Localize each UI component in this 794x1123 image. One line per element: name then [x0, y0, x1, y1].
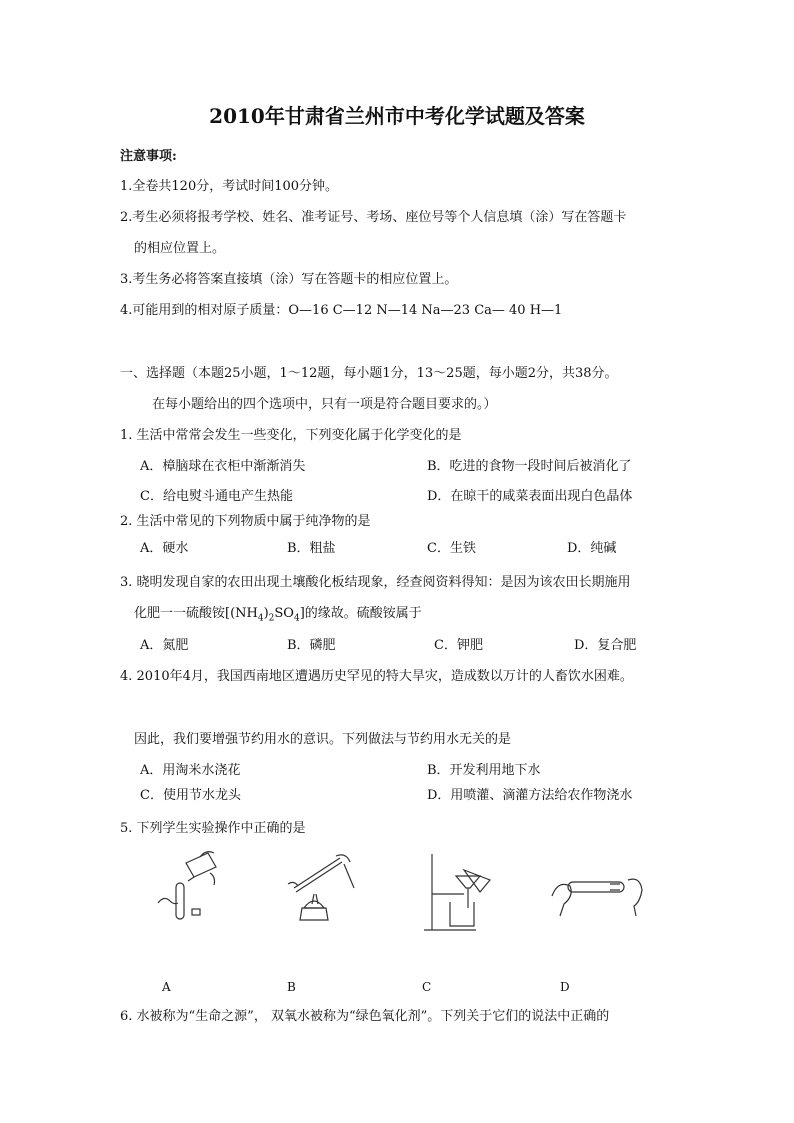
q3-option-b: B．磷肥 — [287, 638, 336, 653]
q1-option-c: C．给电熨斗通电产生热能 — [140, 489, 293, 504]
q2-option-c: C．生铁 — [427, 541, 476, 556]
figure-a-pouring-liquid — [150, 845, 230, 925]
figure-label-c: C — [422, 980, 432, 994]
section-header-cont: 在每小题给出的四个选项中，只有一项是符合题目要求的。） — [152, 397, 497, 412]
notice-item-4: 4.可能用到的相对原子质量：O—16 C—12 N—14 Na—23 Ca— 40 H—1 — [120, 303, 563, 318]
question-4-stem-cont: 因此，我们要增强节约用水的意识。下列做法与节约用水无关的是 — [134, 732, 512, 747]
q4-option-d: D．用喷灌、滴灌方法给农作物浇水 — [427, 788, 633, 803]
figure-c-filtration — [420, 852, 496, 934]
q3-option-d: D．复合肥 — [574, 638, 637, 653]
q2-option-b: B．粗盐 — [287, 541, 336, 556]
notice-item-3: 3.考生务必将答案直接填（涂）写在答题卡的相应位置上。 — [120, 272, 458, 287]
q1-option-a: A．樟脑球在衣柜中渐渐消失 — [140, 459, 306, 474]
q1-option-d: D．在晾干的咸菜表面出现白色晶体 — [427, 489, 633, 504]
figure-label-d: D — [560, 980, 570, 994]
q1-option-b: B．吃进的食物一段时间后被消化了 — [427, 459, 632, 474]
q3-option-a: A．氮肥 — [140, 638, 189, 653]
q4-option-c: C．使用节水龙头 — [140, 788, 241, 803]
question-2-stem: 2. 生活中常见的下列物质中属于纯净物的是 — [120, 514, 371, 529]
question-5-stem: 5. 下列学生实验操作中正确的是 — [120, 821, 306, 836]
q3-formula-part2: ) — [263, 606, 269, 621]
q3-formula-part1: 化肥一一硫酸铵[(NH — [134, 606, 258, 621]
page-title: 2010年甘肃省兰州市中考化学试题及答案 — [209, 104, 585, 128]
q4-option-a: A．用淘米水浇花 — [140, 763, 241, 778]
q2-option-d: D．纯碱 — [567, 541, 617, 556]
question-6-stem: 6. 水被称为“生命之源”， 双氧水被称为“绿色氧化剂”。下列关于它们的说法中正确的 — [120, 1009, 610, 1024]
question-4-stem: 4. 2010年4月，我国西南地区遭遇历史罕见的特大旱灾，造成数以万计的人畜饮水困难。 — [120, 669, 633, 684]
q4-option-b: B．开发利用地下水 — [427, 763, 541, 778]
q3-formula-sub1: 4 — [257, 613, 264, 624]
q3-formula-sub2: 2 — [268, 613, 275, 624]
q2-option-a: A．硬水 — [140, 541, 189, 556]
q3-option-c: C．钾肥 — [434, 638, 483, 653]
notice-item-2: 2.考生必须将报考学校、姓名、准考证号、考场、座位号等个人信息填（涂）写在答题卡 — [120, 210, 627, 225]
figure-b-heating-test-tube — [284, 848, 360, 928]
section-header: 一、选择题（本题25小题，1～12题，每小题1分，13～25题，每小题2分，共38分。 — [120, 366, 618, 381]
figure-label-b: B — [287, 980, 296, 994]
q3-formula-sub3: 4 — [293, 613, 300, 624]
question-3-stem-cont — [134, 607, 422, 624]
question-1-stem: 1. 生活中常常会发生一些变化，下列变化属于化学变化的是 — [120, 428, 462, 443]
notice-heading: 注意事项: — [120, 149, 177, 164]
figure-label-a: A — [162, 980, 171, 994]
question-3-stem: 3. 晓明发现自家的农田出现土壤酸化板结现象，经查阅资料得知：是因为该农田长期施用 — [120, 575, 631, 590]
q3-formula-part4: ]的缘故。硫酸铵属于 — [299, 606, 422, 621]
q3-formula-part3: SO — [274, 606, 294, 621]
notice-item-2-cont: 的相应位置上。 — [134, 241, 226, 256]
figure-d-test-tube-holding — [550, 870, 646, 926]
notice-item-1: 1.全卷共120分，考试时间100分钟。 — [120, 179, 339, 194]
